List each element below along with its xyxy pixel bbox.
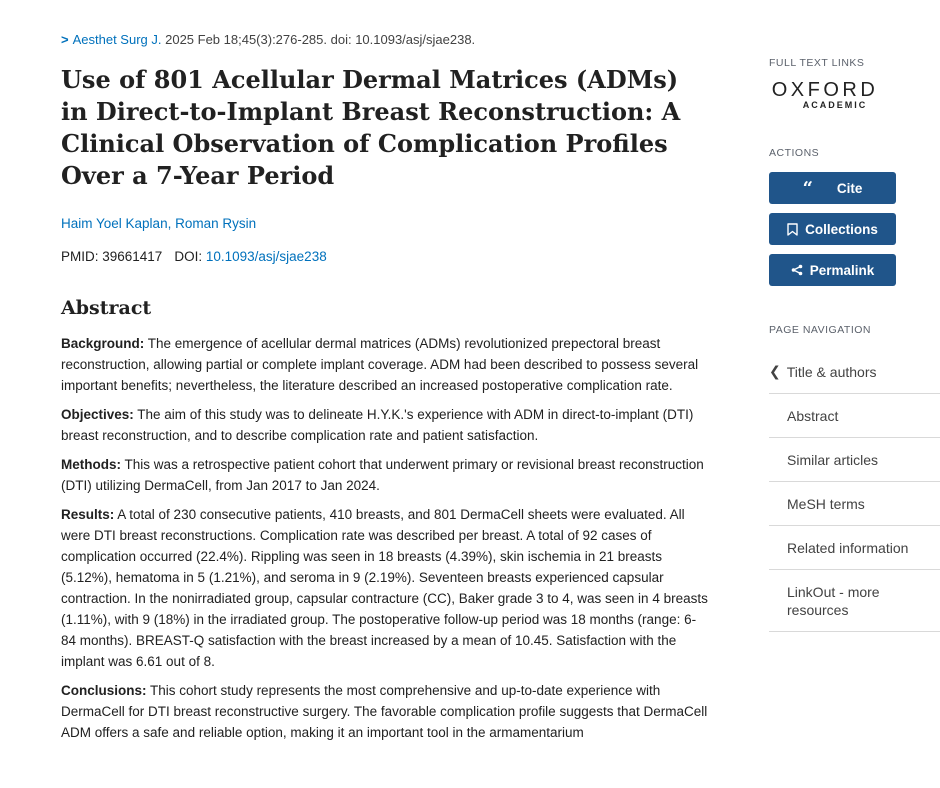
nav-label-similar: Similar articles [787,451,879,468]
bookmark-icon [787,223,798,236]
results-text: A total of 230 consecutive patients, 410 breasts, and 801 DermaCell sheets were evaluated. All were DTI breast reconstructions. Complication rate was described per breast. A total of 92 cases of complication occurred (22.4%). Rippling was seen in 18 breasts (4.39%), skin ischemia in 21 breasts (5.12%), hematoma in 5 (1.21%), and seroma in 9 (2.19%). Seventeen breasts experienced capsular contraction. In the nonirradiated group, capsular contracture (CC), Baker grade 3 to 4, was seen in 4 breasts (1.11%), with 9 (18%) in the irradiated group. The postoperative follow-up period was 18 months (range: 6-84 months). BREAST-Q satisfaction with the breast increased by a mean of 10.45. Satisfaction with the implant was 6.61 out of 8. [61,507,708,669]
pmid: PMID: 39661417 [61,249,163,264]
identifiers [61,249,327,264]
methods-text: This was a retrospective patient cohort that underwent primary or revisional breast reconstruction (DTI) utilizing DermaCell, from Jan 2017 to Jan 2024. [61,457,704,493]
abstract-background [61,333,711,396]
objectives-text: The aim of this study was to delineate H.Y.K.'s experience with ADM in direct-to-implant (DTI) breast reconstruction, and to describe complication rate and patient satisfaction. [61,407,694,443]
collections-label: Collections [805,221,878,237]
article-title: Use of 801 Acellular Dermal Matrices (ADMs) in Direct-to-Implant Breast Reconstruction: A Clinical Observation of Complication Profiles Over a 7-Year Period [61,65,681,190]
chevron-left-icon: ❮ [769,363,781,379]
chevron-right-icon: > [61,32,69,47]
nav-item-linkout[interactable] [769,570,940,632]
nav-item-mesh-terms[interactable] [769,482,940,526]
conclusions-label: Conclusions: [61,683,147,698]
nav-label-abstract: Abstract [787,407,839,424]
logo-line-academic: ACADEMIC [802,100,868,110]
cite-label: Cite [836,180,863,196]
nav-label-mesh: MeSH terms [787,495,865,512]
nav-label-title-authors: Title & authors [786,363,877,380]
cite-button[interactable] [769,172,896,204]
share-icon [791,264,803,276]
citation-details: 2025 Feb 18;45(3):276-285. doi: 10.1093/asj/sjae238. [165,32,476,47]
results-label: Results: [61,507,115,522]
page-navigation-label: PAGE NAVIGATION [769,324,872,336]
background-text: The emergence of acellular dermal matrices (ADMs) revolutionized prepectoral breast reconstruction, allowing partial or complete implant coverage. ADM had been described to possess several important benefits; nevertheless, the literature described an increased postoperative complication rate. [61,336,699,393]
page-navigation [769,350,940,632]
objectives-label: Objectives: [61,407,134,422]
journal-link[interactable]: Aesthet Surg J. [72,32,162,47]
doi-label: DOI: [174,249,203,264]
authors-link[interactable]: Haim Yoel Kaplan, Roman Rysin [61,216,257,231]
abstract-heading: Abstract [61,297,152,319]
citation-line [61,32,475,47]
background-label: Background: [61,336,145,351]
nav-label-linkout: LinkOut - more resources [787,583,880,618]
actions-label: ACTIONS [769,147,820,159]
doi-link[interactable]: 10.1093/asj/sjae238 [205,249,327,264]
conclusions-text: This cohort study represents the most comprehensive and up-to-date experience with DermaCell for DTI breast reconstructive surgery. The favorable complication profile suggests that DermaCell ADM offers a safe and reliable option, making it an important tool in the armamentarium [61,683,708,740]
methods-label: Methods: [61,457,121,472]
nav-item-title-authors[interactable] [769,350,940,394]
oxford-academic-logo[interactable] [769,80,881,110]
nav-item-abstract[interactable] [769,394,940,438]
author-list [61,216,256,231]
abstract-body [61,333,711,751]
nav-item-similar-articles[interactable] [769,438,940,482]
nav-label-related: Related information [787,539,909,556]
nav-item-related-information[interactable] [769,526,940,570]
permalink-button[interactable] [769,254,896,286]
abstract-conclusions [61,680,711,743]
logo-line-oxford: OXFORD [771,79,879,101]
collections-button[interactable] [769,213,896,245]
abstract-methods [61,454,711,496]
permalink-label: Permalink [809,262,875,278]
abstract-results [61,504,711,672]
full-text-links-label: FULL TEXT LINKS [769,57,865,69]
quote-icon: “ [802,177,813,199]
abstract-objectives [61,404,711,446]
